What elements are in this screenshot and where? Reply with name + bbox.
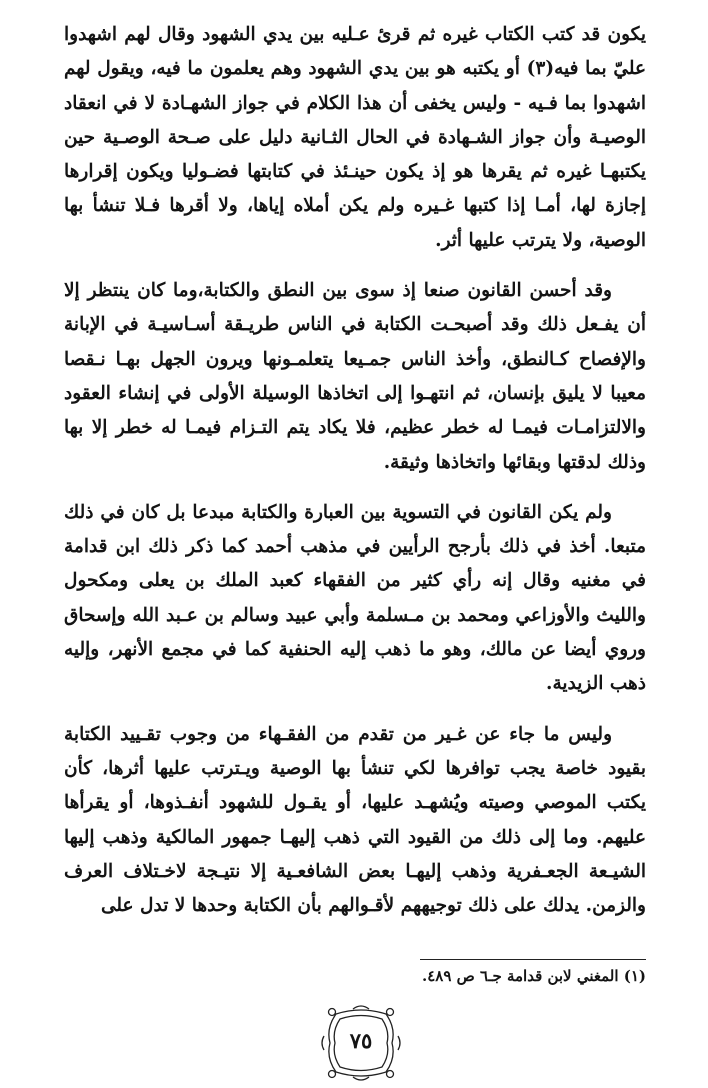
paragraph-1: يكون قد كتب الكتاب غيره ثم قرئ عـليه بين يدي الشهود وقال لهم اشهدوا عليّ بما فيه(٣) أو يكتبه هو بين يدي الشهود وهم يعلمون ما فيه، ويقول لهم اشهدوا بما فـيه - وليس يخفى أن هذا الكلام في جواز الشهـادة لا في انعقاد الوصيـة وأن جواز الشـهادة في الحال الثـانية دليل على صـحة الوصـية حين يكتبهـا غيره ثم يقرها هو إذ يكون حينـئذ في كتابتها فضـوليا ويكون إقرارها إجازة لها، أمـا إذا كتبها غـيره ولم يكن أملاه إياها، ولا أقرها فـلا تنشأ بها الوصية، ولا يترتب عليها أثر. [64, 24, 647, 251]
paragraph-3: ولم يكن القانون في التسوية بين العبارة والكتابة مبدعا بل كان في ذلك متبعا. أخذ في ذلك بأرجح الرأيين في مذهب أحمد كما ذكر ذلك ابن قدامة في مغنيه وقال إنه رأي كثير من الفقهاء كعبد الملك بن يعلى ومكحول والليث والأوزاعي ومحمد بن مـسلمة وأبي عبيد وسالم بن عـبد الله وإسحاق وروي أيضا عن مالك، وهو ما ذهب إليه الحنفية كما في مجمع الأنهر، وإليه ذهب الزيدية. [64, 501, 646, 695]
page-number-ornament [318, 1000, 404, 1086]
body-text [64, 18, 646, 939]
paragraph-2: وقد أحسن القانون صنعا إذ سوى بين النطق والكتابة،وما كان ينتظر إلا أن يفـعل ذلك وقد أصبحـت الكتابة في الناس طريـقة أسـاسيـة في الإبانة والإفصاح كـالنطق، وأخذ الناس جمـيعا يتعلمـونها ويرون الجهل بهـا نـقصا معيبا لا يليق بإنسان، ثم انتهـوا إلى اتخاذها الوسيلة الأولى في إنشاء العقود والالتزامـات فيمـا له خطر عظيم، فلا يكاد يتم التـزام فيمـا له خطر إلا بها وذلك لدقتها وبقائها واتخاذها وثيقة. [64, 280, 646, 473]
page-number: ٧٥ [349, 1028, 373, 1053]
paragraph-4: وليس ما جاء عن غـير من تقدم من الفقـهاء من وجوب تقـييد الكتابة بقيود خاصة يجب توافرها لكي تنشأ بها الوصية ويـترتب عليها أثرها، كأن يكتب الموصي وصيته ويُشهـد عليها، أو يقـول للشهود أنفـذوها، أو يقرأها عليهم. وما إلى ذلك من القيود التي ذهب إليهـا جمهور المالكية وذهب إليها الشيـعة الجعـفرية وذهب إليهـا بعض الشافعـية إلا نتيـجة لاخـتلاف العرف والزمن. يدلك على ذلك توجيههم لأقـوالهم بأن الكتابة وحدها لا تدل على [64, 723, 646, 917]
footnote: (١) المغني لابن قدامة جـ٦ ص ٤٨٩. [422, 967, 646, 985]
footnote-divider [420, 959, 646, 960]
